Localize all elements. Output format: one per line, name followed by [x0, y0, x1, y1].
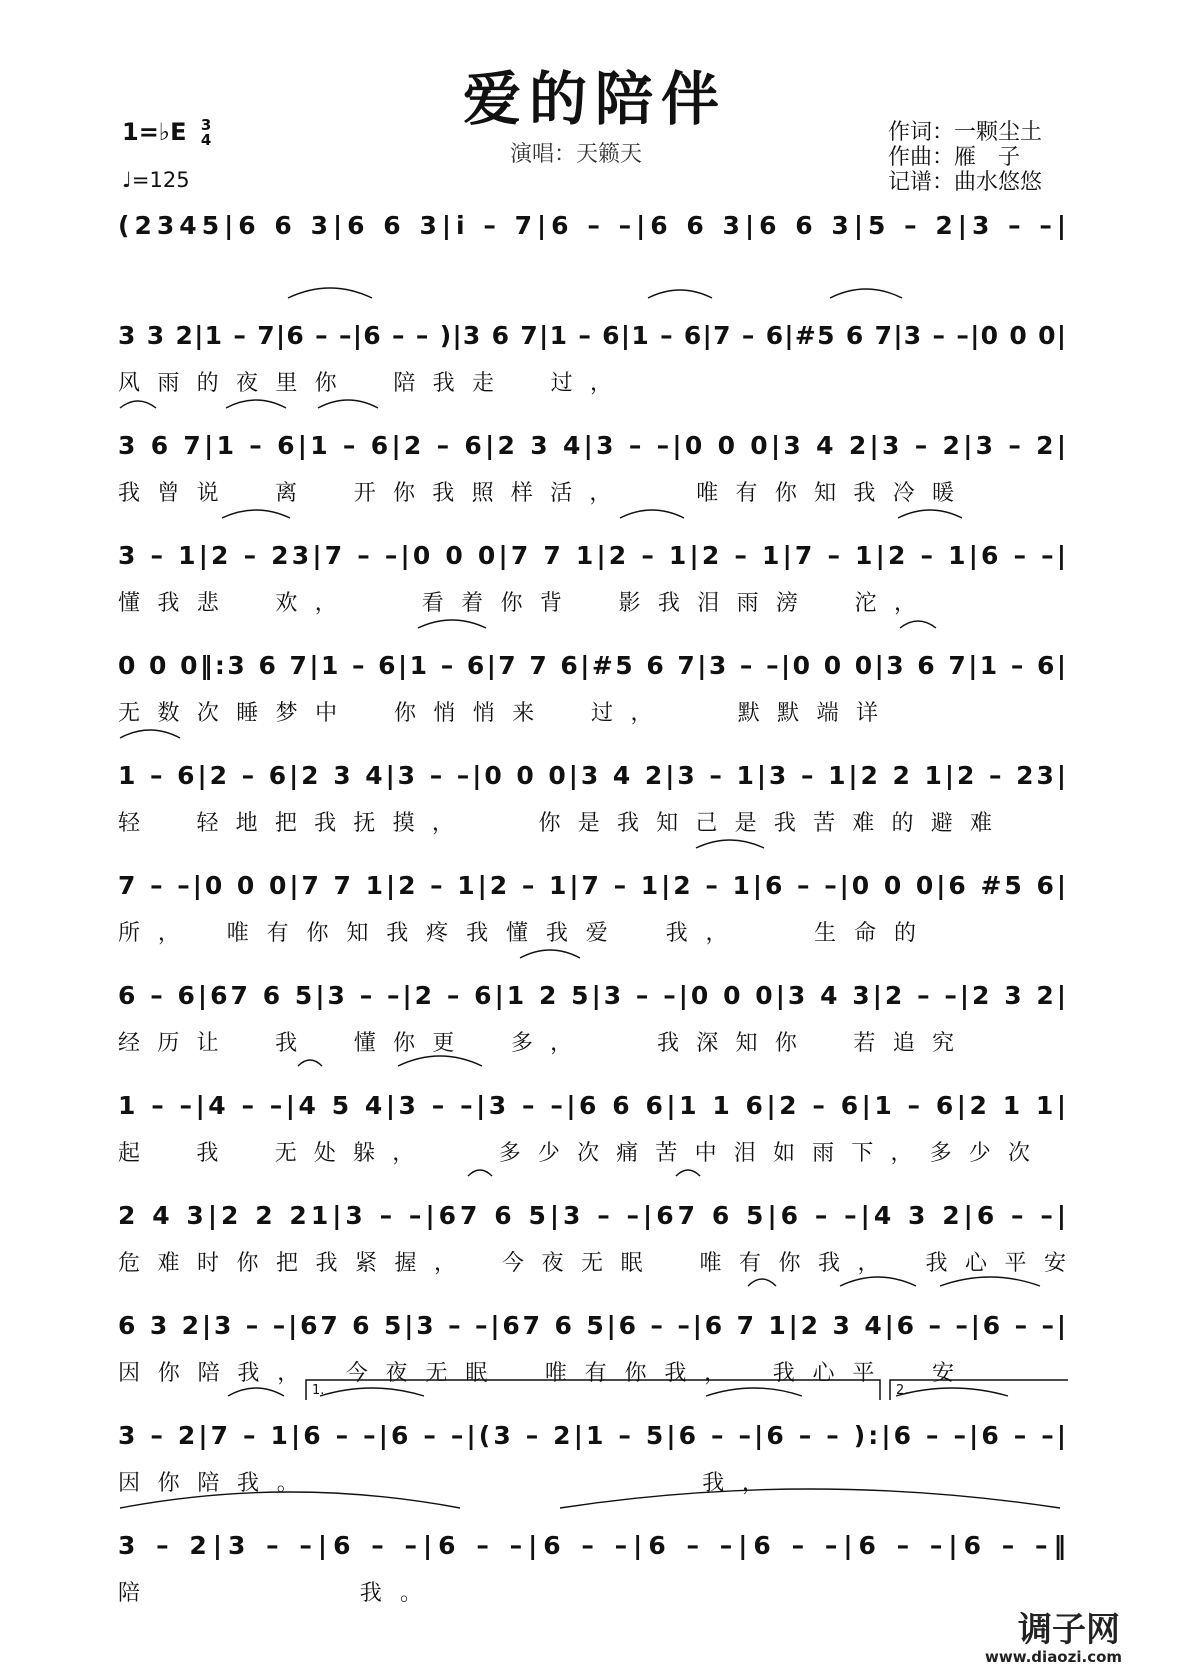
- lyrics-line: 起 我 无处躲， 多少次痛苦中泪如雨下，多少次: [118, 1141, 1030, 1166]
- slur: [898, 510, 962, 518]
- singer-credit: 演唱：天籁天: [510, 142, 643, 167]
- score-row: [118, 1531, 1066, 1606]
- notes-line: 6 – 6|67 6 5|3 – –|2 – 6|1 2 5|3 – –|0 0 0|3 4 3|2 – –|2 3 2|: [118, 981, 1066, 1010]
- tempo-marking: ♩=125: [122, 168, 190, 192]
- slur: [940, 1277, 1040, 1286]
- lyrics-line: 危难时你把我紧握， 今夜无眠 唯有你我， 我心平安: [118, 1251, 1066, 1276]
- slur: [398, 1056, 482, 1066]
- notes-line: 3 3 2|1 – 7|6 – –|6 – – )|3 6 7|1 – 6|1 – 6|7 – 6|#5 6 7|3 – –|0 0 0|: [118, 321, 1066, 350]
- lyrics-line: 因你陪我。 我，: [118, 1471, 764, 1496]
- score-row: [118, 541, 1066, 616]
- watermark-url: www.diaozi.com: [985, 1648, 1123, 1666]
- score-row: [118, 651, 1066, 726]
- composer-credit: 作曲：雁 子: [888, 145, 1021, 170]
- slur: [676, 1170, 700, 1176]
- score-row: [118, 1091, 1066, 1166]
- slur: [830, 289, 902, 298]
- slur: [298, 1060, 322, 1066]
- slur: [520, 950, 580, 958]
- key-label: 1=♭E: [122, 118, 187, 146]
- notes-line: 1 – –|4 – –|4 5 4|3 – –|3 – –|6 6 6|1 1 6|2 – 6|1 – 6|2 1 1|: [118, 1091, 1066, 1120]
- slur: [318, 400, 378, 408]
- score-row: [118, 431, 1066, 506]
- slur: [620, 510, 684, 518]
- notes-line: 3 – 2|7 – 1|6 – –|6 – –|(3 – 2|1 – 5|6 – –|6 – – ):|6 – –|6 – –|: [118, 1421, 1066, 1450]
- notes-line: 3 – 1|2 – 23|7 – –|0 0 0|7 7 1|2 – 1|2 – 1|7 – 1|2 – 1|6 – –|: [118, 541, 1066, 570]
- slur: [648, 290, 712, 298]
- notes-line: (2345|6 6 3|6 6 3|i̇ – 7|6 – –|6 6 3|6 6 3|5 – 2|3 – –|: [118, 211, 1066, 240]
- slur: [120, 730, 180, 738]
- score-row: [118, 1311, 1066, 1386]
- slur: [228, 1388, 284, 1396]
- slur: [222, 510, 290, 518]
- slur: [468, 1170, 492, 1176]
- score-row: [118, 211, 1066, 240]
- slur: [418, 620, 486, 628]
- score-row: [118, 321, 1066, 396]
- lyrics-line: 风雨的夜里你 陪我走 过，: [118, 371, 612, 396]
- slur: [900, 621, 936, 628]
- score-row: [118, 981, 1066, 1056]
- first-ending-label: 1.: [312, 1383, 325, 1398]
- lyricist-credit: 作词：一颗尘土: [888, 120, 1043, 145]
- slur: [696, 840, 764, 848]
- slur: [320, 1388, 424, 1396]
- lyrics-line: 无数次睡梦中 你悄悄来 过， 默默端详: [118, 701, 878, 726]
- time-top: 3: [200, 116, 212, 134]
- score-row: [118, 1201, 1066, 1276]
- time-bottom: 4: [200, 131, 212, 149]
- slur: [706, 1388, 802, 1396]
- lyrics-line: 陪 我。: [118, 1581, 422, 1606]
- watermark-logo: 调子网: [1018, 1610, 1120, 1650]
- lyrics-line: 所， 唯有你知我疼我懂我爱 我， 生命的: [118, 921, 916, 946]
- score-row: [118, 1421, 1066, 1496]
- slur: [840, 1277, 916, 1286]
- lyrics-line: 轻 轻地把我抚摸， 你是我知己是我苦难的避难: [118, 811, 992, 836]
- slur: [226, 400, 286, 408]
- lyrics-line: 因你陪我， 今夜无眠 唯有你我， 我心平 安: [118, 1361, 954, 1386]
- lyrics-line: 经历让 我 懂你更 多， 我深知你 若追究: [118, 1031, 954, 1056]
- second-ending-label: 2.: [896, 1383, 909, 1398]
- notes-line: 2 4 3|2 2 21|3 – –|67 6 5|3 – –|67 6 5|6 – –|4 3 2|6 – –|: [118, 1201, 1066, 1230]
- slur: [748, 1279, 776, 1286]
- notes-line: 6 3 2|3 – –|67 6 5|3 – –|67 6 5|6 – –|6 7 1|2 3 4|6 – –|6 – –|: [118, 1311, 1066, 1340]
- slur: [120, 401, 156, 408]
- notes-line: 3 6 7|1 – 6|1 – 6|2 – 6|2 3 4|3 – –|0 0 0|3 4 2|3 – 2|3 – 2|: [118, 431, 1067, 460]
- transcriber-credit: 记谱：曲水悠悠: [888, 170, 1043, 195]
- lyrics-line: 懂我悲 欢， 看着你背 影我泪雨滂 沱，: [118, 591, 916, 616]
- song-title: 爱的陪伴: [462, 65, 727, 133]
- score-rows: [118, 211, 1066, 1606]
- score-row: [118, 871, 1066, 946]
- lyrics-line: 我曾说 离 开你我照样活， 唯有你知我冷暖: [118, 481, 954, 506]
- notes-line: 1 – 6|2 – 6|2 3 4|3 – –|0 0 0|3 4 2|3 – 1|3 – 1|2 2 1|2 – 23|: [118, 761, 1066, 790]
- score-row: [118, 761, 1066, 836]
- slur: [896, 1388, 1008, 1396]
- notes-line: 7 – –|0 0 0|7 7 1|2 – 1|2 – 1|7 – 1|2 – 1|6 – –|0 0 0|6 #5 6|: [118, 871, 1066, 900]
- notes-line: 0 0 0‖:3 6 7|1 – 6|1 – 6|7 7 6|#5 6 7|3 – –|0 0 0|3 6 7|1 – 6|: [118, 651, 1066, 680]
- notes-line: 3 – 2|3 – –|6 – –|6 – –|6 – –|6 – –|6 – –|6 – –|6 – –‖: [118, 1531, 1066, 1560]
- slur: [288, 288, 372, 298]
